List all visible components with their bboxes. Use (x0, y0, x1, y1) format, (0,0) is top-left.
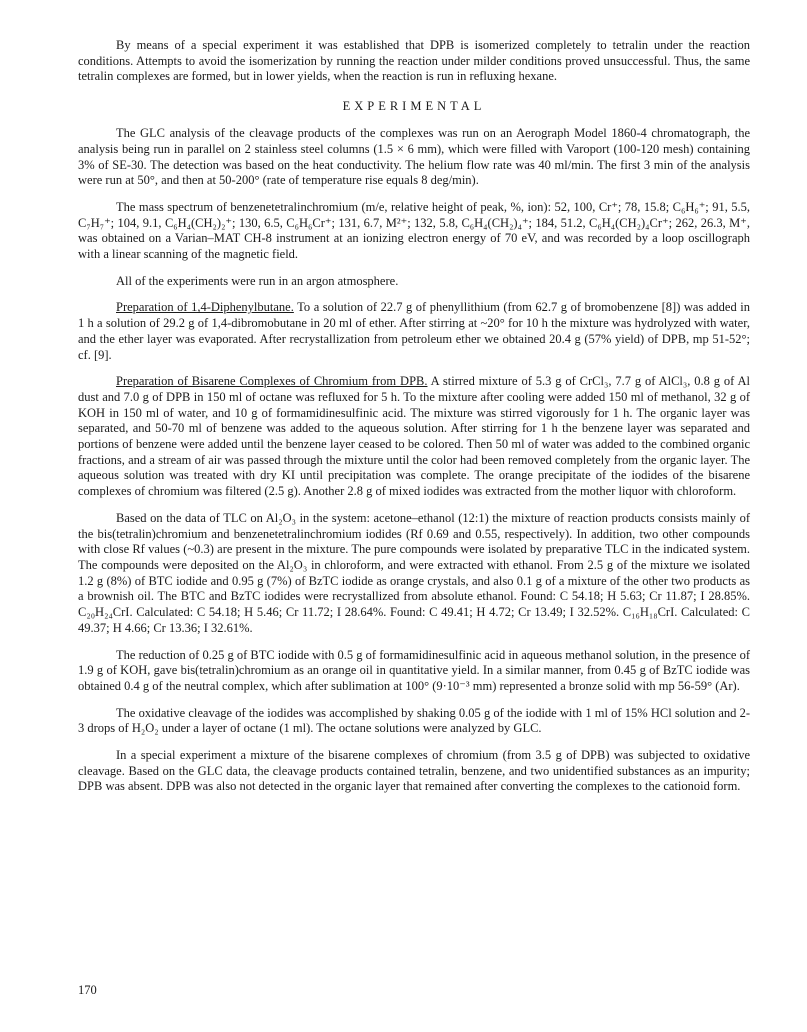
section-heading: EXPERIMENTAL (342, 99, 486, 114)
page-number: 170 (78, 983, 97, 997)
special-experiment-paragraph: In a special experiment a mixture of the bisarene complexes of chromium (from 3.5 g of DPB) was subjected to oxidative cleavage. Based on the GLC data, the cleavage products contained tetralin, benzene, and two unidentified substances as an impurity; DPB was absent. DPB was also not detected in the organic layer that remained after converting the complexes to the cationoid form. (78, 748, 750, 794)
glc-paragraph: The GLC analysis of the cleavage products of the complexes was run on an Aerograph Model 1860-4 chromatograph, the analysis being run in parallel on 2 stainless steel columns (1.5 × 6 mm), which were filled with Varoport (100-120 mesh) containing 3% of SE-30. The detection was based on the heat conductivity. The helium flow rate was 40 ml/min. The first 3 min of the analysis were run at 50°, and then at 50-200° (rate of temperature rise equals 8 deg/min). (78, 126, 750, 188)
prep-dpb-paragraph (78, 300, 750, 363)
prep-bisarene-body: A stirred mixture of 5.3 g of CrCl₃, 7.7 g of AlCl₃, 0.8 g of Al dust and 7.0 g of DPB in 150 ml of octane was refluxed for 5 h. To the mixture after cooling were added 150 ml of methanol, 32 g of KOH in 150 ml of water, and 10 g of formamidinesulfinic acid. The mixture was stirred vigorously for 1 h. The organic layer was separated, and 50-70 ml of benzene was added to the aqueous solution. After stirring for 1 h the benzene layer was separated and portions of benzene were added until the benzene layer ceased to be colored. Then 50 ml of water was added to the combined organic fractions, and a stream of air was passed through the mixture until the color had been removed completely from the organic layer. The aqueous solution was treated with dry KI until precipitation was complete. The orange precipitate of the iodides of the bisarene complexes of chromium was filtered (2.5 g). Another 2.8 g of mixed iodides was extracted from the mother liquor with chloroform. (78, 374, 750, 499)
tlc-paragraph: Based on the data of TLC on Al₂O₃ in the system: acetone–ethanol (12:1) the mixture of reaction products consists mainly of the bis(tetralin)chromium and benzenetetralinchromium iodides (Rf 0.69 and 0.55, respectively). In addition, two other compounds with close Rf values (~0.3) are present in the mixture. The pure compounds were isolated by preparative TLC in the indicated system. The compounds were deposited on the Al₂O₃ in chloroform, and were extracted with ethanol. From 2.5 g of the mixture we isolated 1.2 g (8%) of BTC iodide and 0.95 g (7%) of BzTC iodide as orange crystals, and also 0.1 g of a mixture of the other two products as a brownish oil. The BTC and BzTC iodides were recrystallized from absolute ethanol. Found: C 54.18; H 5.63; Cr 11.87; I 28.85%. C₂₀H₂₄CrI. Calculated: C 54.18; H 5.46; Cr 11.72; I 28.64%. Found: C 49.41; H 4.72; Cr 13.49; I 32.52%. C₁₆H₁₈CrI. Calculated: C 49.37; H 4.66; Cr 13.36; I 32.61%. (78, 510, 750, 635)
prep-dpb-title: Preparation of 1,4-Diphenylbutane. (116, 300, 294, 315)
prep-dpb-body: To a solution of 22.7 g of phenyllithium (from 62.7 g of bromobenzene [8]) was added in 1 h a solution of 29.2 g of 1,4-dibromobutane in 20 ml of ether. After stirring at ~20° for 10 h the mixture was hydrolyzed with water, and the ether layer was evaporated. After recrystallization from petroleum ether we obtained 20.4 g (57% yield) of DPB, mp 51-52°; cf. [9]. (78, 300, 750, 362)
intro-paragraph: By means of a special experiment it was established that DPB is isomerized completely to tetralin under the reaction conditions. Attempts to avoid the isomerization by running the reaction under milder conditions proved unsuccessful. Thus, the same tetralin complexes are formed, but in lower yields, when the reaction is run in refluxing hexane. (78, 38, 750, 84)
mass-spectrum-paragraph: The mass spectrum of benzenetetralinchromium (m/e, relative height of peak, %, ion): 52, 100, Cr⁺; 78, 15.8; C₆H₆⁺; 91, 5.5, C₇H₇⁺; 104, 9.1, C₆H₄(CH₂)₂⁺; 130, 6.5, C₆H₆Cr⁺; 131, 6.7, M²⁺; 132, 5.8, C₆H₄(CH₂)₄⁺; 184, 51.2, C₆H₄(CH₂)₄Cr⁺; 262, 26.3, M⁺, was obtained on a Varian–MAT CH-8 instrument at an ionizing electron energy of 70 eV, and was recorded by a loop oscillograph with a linear scanning of the magnetic field. (78, 199, 750, 262)
argon-paragraph: All of the experiments were run in an argon atmosphere. (116, 273, 399, 288)
oxidative-cleavage-paragraph: The oxidative cleavage of the iodides was accomplished by shaking 0.05 g of the iodide with 1 ml of 15% HCl solution and 2-3 drops of H₂O₂ under a layer of octane (1 ml). The octane solutions were analyzed by GLC. (78, 705, 750, 736)
reduction-paragraph: The reduction of 0.25 g of BTC iodide with 0.5 g of formamidinesulfinic acid in aqueous methanol solution, in the presence of 1.9 g of KOH, gave bis(tetralin)chromium as an orange oil in quantitative yield. In a similar manner, from 0.45 g of BzTC iodide was obtained 0.4 g of the neutral complex, which after sublimation at 100° (9·10⁻³ mm) represented a bronze solid with mp 56-59° (Ar). (78, 647, 750, 693)
prep-bisarene-title: Preparation of Bisarene Complexes of Chromium from DPB. (116, 374, 428, 389)
page-body (78, 38, 750, 795)
prep-bisarene-paragraph (78, 374, 750, 500)
